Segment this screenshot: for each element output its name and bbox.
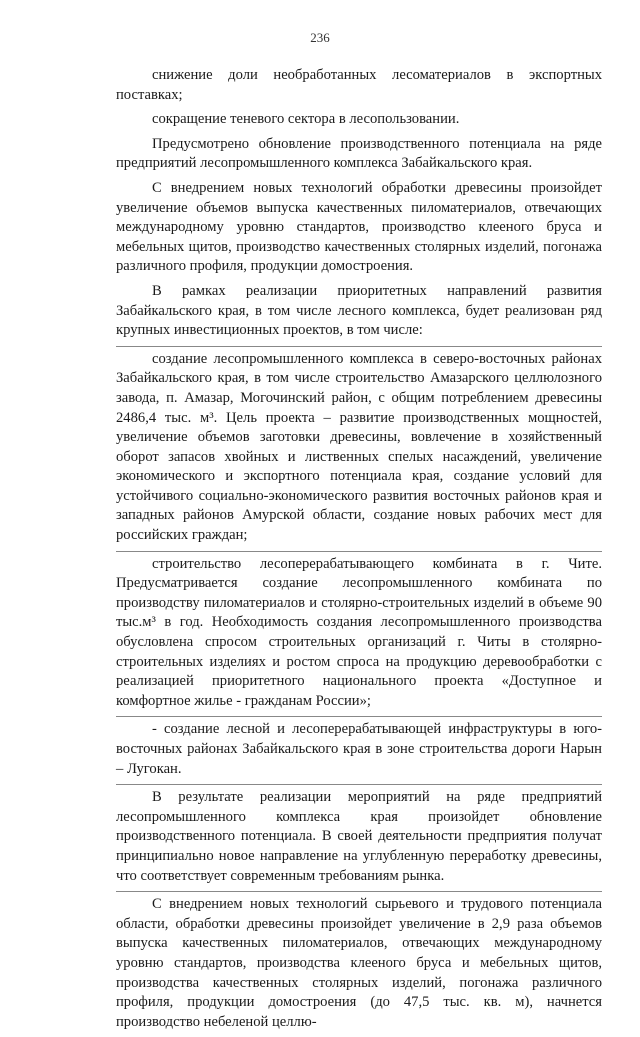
paragraph: строительство лесоперерабатывающего комбината в г. Чите. Предусматривается создание лесопромышленного комбината по производству пиломатериалов и столярно-строительных изделий в объеме 90 тыс.м³ в год. Необходимость создания лесопромышленного производства обусловлена спросом строительных организаций г. Читы в столярно-строительных изделиях и ростом спроса на продукцию деревообработки с реализацией приоритетного национального проекта «Доступное и комфортное жилье - гражданам России»; — [116, 551, 602, 712]
paragraph: С внедрением новых технологий обработки древесины произойдет увеличение объемов выпуска качественных пиломатериалов, отвечающих международному уровню стандартов, производство клееного бруса и мебельных щитов, производство качественных столярных изделий, погонажа различного профиля, продукции домостроения. — [116, 179, 602, 275]
paragraph: В рамках реализации приоритетных направлений развития Забайкальского края, в том числе лесного комплекса, будет реализован ряд крупных инвестиционных проектов, в том числе: — [116, 282, 602, 339]
paragraph: С внедрением новых технологий сырьевого и трудового потенциала области, обработки древесины произойдет увеличение в 2,9 раза объемов выпуска качественных пиломатериалов, отвечающих международному уровню стандартов, производства клееного бруса и мебельных щитов, производства качественных столярных изделий, погонажа различного профиля, продукции домостроения (до 47,5 тыс. кв. м), начнется производство небеленой целлю- — [116, 891, 602, 1032]
paragraph: создание лесопромышленного комплекса в северо-восточных районах Забайкальского края, в том числе строительство Амазарского целлюлозного завода, п. Амазар, Могочинский район, с общим потреблением древесины 2486,4 тыс. м³. Цель проекта – развитие производственных мощностей, увеличение объемов заготовки древесины, вовлечение в хозяйственный оборот запасов хвойных и лиственных спелых насаждений, увеличение экономического и экспортного потенциала края, создание условий для устойчивого социально-экономического развития восточных районов края и западных районов Амурской области, создание новых рабочих мест для российских граждан; — [116, 346, 602, 546]
paragraph: - создание лесной и лесоперерабатывающей инфраструктуры в юго-восточных районах Забайкальского края в зоне строительства дороги Нарын – Лугокан. — [116, 716, 602, 779]
paragraph: сокращение теневого сектора в лесопользовании. — [152, 111, 460, 128]
paragraph: В результате реализации мероприятий на ряде предприятий лесопромышленного комплекса края произойдет обновление производственного потенциала. В своей деятельности предприятия получат принципиально новое направление на углубленную переработку древесины, что соответствует современным требованиям рынка. — [116, 784, 602, 886]
document-body — [116, 66, 602, 1037]
page-number: 236 — [310, 30, 330, 45]
paragraph: Предусмотрено обновление производственного потенциала на ряде предприятий лесопромышленного комплекса Забайкальского края. — [116, 135, 602, 172]
paragraph: снижение доли необработанных лесоматериалов в экспортных поставках; — [116, 67, 602, 103]
